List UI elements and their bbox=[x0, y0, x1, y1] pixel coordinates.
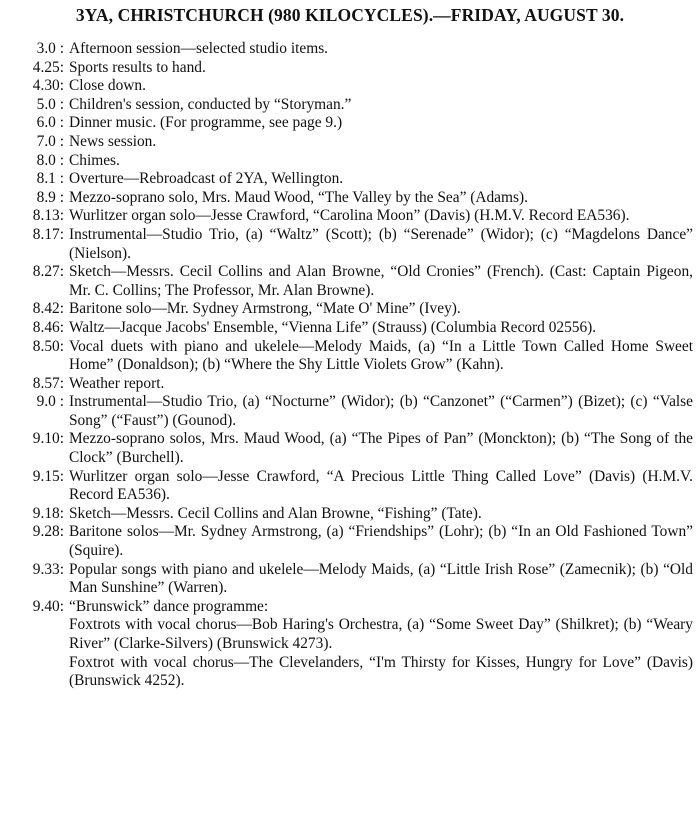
programme-entry bbox=[0, 77, 700, 96]
entry-text: Wurlitzer organ solo—Jesse Crawford, “A Precious Little Thing Called Love” (Davis) (H.M.V. Record EA536). bbox=[69, 467, 693, 504]
entry-time: 8.46: bbox=[32, 318, 64, 336]
entry-time: 5.0 : bbox=[36, 95, 64, 113]
entry-text: Instrumental—Studio Trio, (a) “Waltz” (Scott); (b) “Serenade” (Widor); (c) “Magdelons Dance” (Nielson). bbox=[69, 225, 693, 262]
entry-time: 8.13: bbox=[32, 207, 64, 225]
entry-text: “Brunswick” dance programme: bbox=[69, 597, 269, 615]
entry-time: 9.0 : bbox=[36, 393, 64, 411]
entry-text: Instrumental—Studio Trio, (a) “Nocturne” (Widor); (b) “Canzonet” (“Carmen”) (Bizet); (c) “Valse Song” (“Faust”) (Gounod). bbox=[69, 393, 693, 429]
entry-time: 9.18: bbox=[32, 504, 64, 522]
programme-entry bbox=[0, 505, 700, 524]
programme-entry bbox=[0, 170, 700, 189]
entry-time: 8.9 : bbox=[36, 188, 64, 206]
programme-entry bbox=[0, 207, 700, 226]
entry-time: 9.40: bbox=[32, 597, 64, 615]
entry-time: 8.50: bbox=[32, 337, 64, 355]
programme-list bbox=[0, 40, 700, 691]
programme-entry bbox=[0, 375, 700, 394]
entry-text: Close down. bbox=[69, 77, 146, 95]
dance-programme-text: Foxtrot with vocal chorus—The Clevelanders, “I'm Thirsty for Kisses, Hungry for Love” (Davis) (Brunswick 4252). bbox=[69, 653, 693, 690]
entry-time: 8.1 : bbox=[36, 170, 64, 188]
programme-entry bbox=[0, 468, 700, 505]
entry-text: Sketch—Messrs. Cecil Collins and Alan Browne, “Fishing” (Tate). bbox=[69, 504, 482, 522]
entry-text: Vocal duets with piano and ukelele—Melody Maids, (a) “In a Little Town Called Home Sweet Home” (Donaldson); (b) “Where the Shy Little Violets Grow” (Kahn). bbox=[69, 337, 693, 374]
programme-entry bbox=[0, 598, 700, 617]
entry-time: 8.57: bbox=[32, 374, 64, 392]
programme-entry bbox=[0, 59, 700, 78]
entry-text: Dinner music. (For programme, see page 9.) bbox=[69, 114, 343, 132]
entry-time: 4.25: bbox=[32, 58, 64, 76]
entry-time: 7.0 : bbox=[36, 132, 64, 150]
entry-text: Weather report. bbox=[69, 374, 165, 392]
programme-entry bbox=[0, 561, 700, 598]
programme-entry bbox=[0, 114, 700, 133]
programme-entry bbox=[0, 523, 700, 560]
entry-text: Sports results to hand. bbox=[69, 58, 206, 76]
programme-entry bbox=[0, 152, 700, 171]
programme-entry bbox=[0, 133, 700, 152]
dance-programme-item bbox=[69, 654, 693, 691]
entry-text: Afternoon session—selected studio items. bbox=[69, 40, 329, 57]
entry-text: Waltz—Jacque Jacobs' Ensemble, “Vienna Life” (Strauss) (Columbia Record 02556). bbox=[69, 318, 597, 336]
entry-time: 4.30: bbox=[32, 77, 64, 95]
entry-time: 6.0 : bbox=[36, 114, 64, 132]
entry-time: 8.0 : bbox=[36, 151, 64, 169]
entry-time: 9.33: bbox=[32, 560, 64, 578]
dance-programme-item bbox=[69, 616, 693, 653]
entry-text: News session. bbox=[69, 132, 157, 150]
entry-text: Mezzo-soprano solos, Mrs. Maud Wood, (a) “The Pipes of Pan” (Monckton); (b) “The Song of the Clock” (Burchell). bbox=[69, 430, 693, 467]
entry-time: 9.28: bbox=[32, 523, 64, 541]
entry-text: Mezzo-soprano solo, Mrs. Maud Wood, “The Valley by the Sea” (Adams). bbox=[69, 188, 528, 206]
programme-entry bbox=[0, 338, 700, 375]
entry-time: 8.42: bbox=[32, 300, 64, 318]
entry-time: 8.27: bbox=[32, 263, 64, 281]
entry-time: 3.0 : bbox=[36, 40, 64, 57]
programme-entry bbox=[0, 430, 700, 467]
programme-entry bbox=[0, 40, 700, 59]
programme-entry bbox=[0, 263, 700, 300]
station-heading: 3YA, CHRISTCHURCH (980 KILOCYCLES).—FRIDAY, AUGUST 30. bbox=[75, 5, 625, 25]
programme-entry bbox=[0, 96, 700, 115]
programme-entry bbox=[0, 319, 700, 338]
entry-text: Children's session, conducted by “Storyman.” bbox=[69, 95, 352, 113]
programme-entry bbox=[0, 300, 700, 319]
dance-programme-text: Foxtrots with vocal chorus—Bob Haring's Orchestra, (a) “Some Sweet Day” (Shilkret); (b) “Weary River” (Clarke-Silvers) (Brunswick 4273). bbox=[69, 616, 693, 652]
entry-text: Wurlitzer organ solo—Jesse Crawford, “Carolina Moon” (Davis) (H.M.V. Record EA536). bbox=[69, 207, 630, 225]
programme-entry bbox=[0, 226, 700, 263]
entry-time: 9.15: bbox=[32, 467, 64, 485]
entry-text: Overture—Rebroadcast of 2YA, Wellington. bbox=[69, 170, 344, 188]
programme-entry bbox=[0, 189, 700, 208]
entry-text: Chimes. bbox=[69, 151, 120, 169]
entry-time: 9.10: bbox=[32, 430, 64, 448]
entry-text: Popular songs with piano and ukelele—Melody Maids, (a) “Little Irish Rose” (Zamecnik); (b) “Old Man Sunshine” (Warren). bbox=[69, 560, 693, 597]
entry-time: 8.17: bbox=[32, 225, 64, 243]
entry-text: Baritone solos—Mr. Sydney Armstrong, (a) “Friendships” (Lohr); (b) “In an Old Fashioned Town” (Squire). bbox=[69, 523, 693, 560]
programme-entry bbox=[0, 393, 700, 430]
entry-text: Sketch—Messrs. Cecil Collins and Alan Browne, “Old Cronies” (French). (Cast: Captain Pigeon, Mr. C. Collins; The Professor, Mr. Alan Browne). bbox=[69, 263, 693, 299]
entry-text: Baritone solo—Mr. Sydney Armstrong, “Mate O' Mine” (Ivey). bbox=[69, 300, 461, 318]
